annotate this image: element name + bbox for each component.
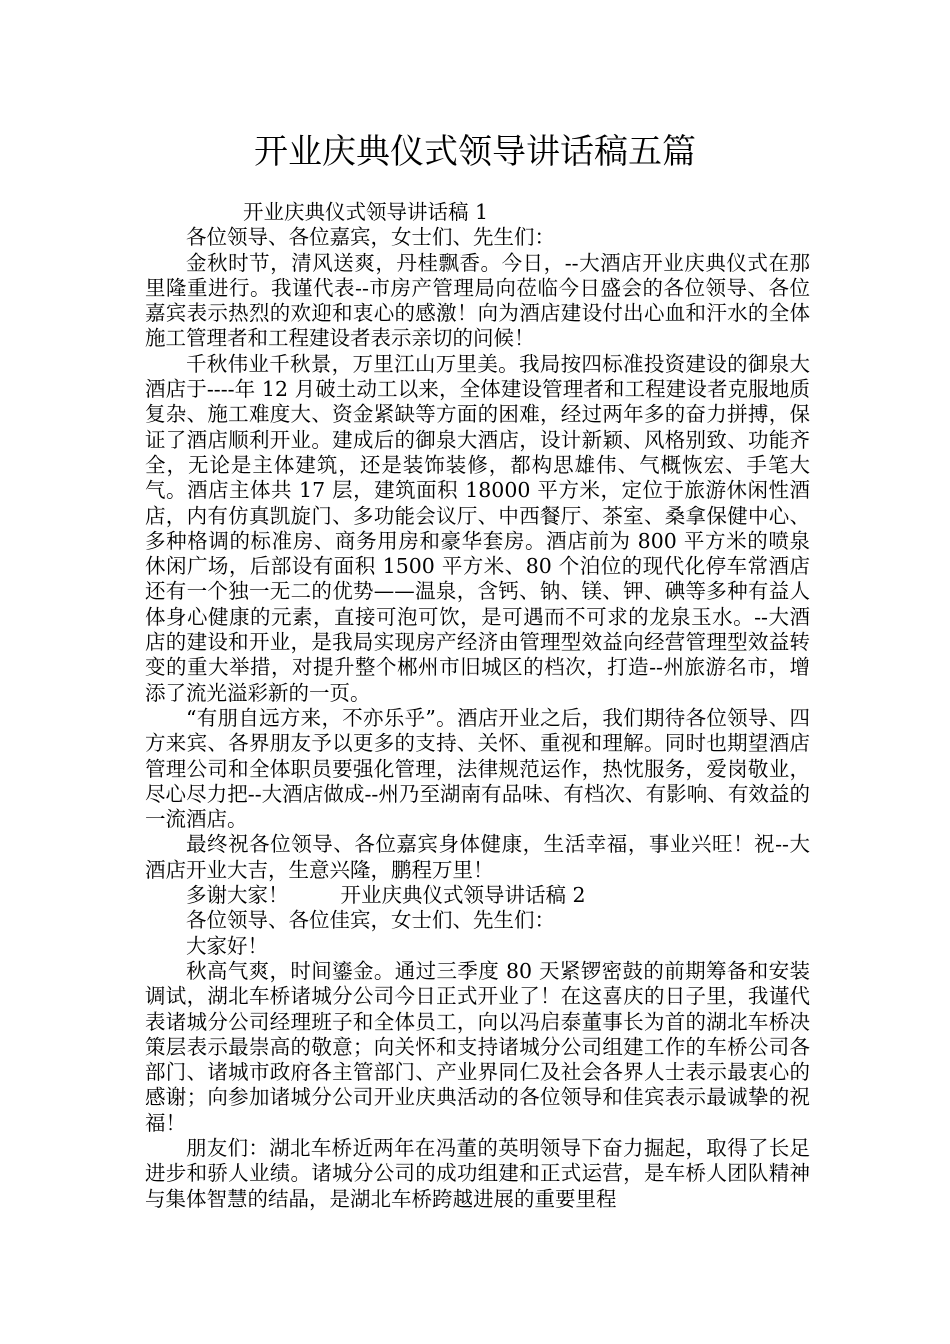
speech-2-heading: 开业庆典仪式领导讲话稿 2 bbox=[340, 883, 586, 908]
speech-1-paragraph-2: 千秋伟业千秋景，万里江山万里美。我局按四标准投资建设的御泉大酒店于----年 12 月破土动工以来，全体建设管理者和工程建设者克服地质复杂、施工难度大、资金紧缺等方面的困难，经过两年多的奋力拼搏，保证了酒店顺利开业。建成后的御泉大酒店，设计新颖、风格别致、功能齐全，无论是主体建筑，还是装饰装修，都构思雄伟、气概恢宏、手笔大气。酒店主体共 17 层，建筑面积 18000 平方米，定位于旅游休闲性酒店，内有仿真凯旋门、多功能会议厅、中西餐厅、茶室、桑拿保健中心、多种格调的标准房、商务用房和豪华套房。酒店前为 800 平方米的喷泉休闲广场，后部设有面积 1500 平方米、80 个泊位的现代化停车常酒店还有一个独一无二的优势——温泉，含钙、钠、镁、钾、碘等多种有益人体身心健康的元素，直接可泡可饮，是可遇而不可求的龙泉玉水。--大酒店的建设和开业，是我局实现房产经济由管理型效益向经营管理型效益转变的重大举措，对提升整个郴州市旧城区的档次，打造--州旅游名市，增添了流光溢彩新的一页。 bbox=[145, 351, 810, 705]
speech-1-heading: 开业庆典仪式领导讲话稿 1 bbox=[243, 200, 489, 224]
document-title: 开业庆典仪式领导讲话稿五篇 bbox=[254, 132, 696, 172]
document-body bbox=[145, 200, 810, 1212]
speech-2-hello: 大家好！ bbox=[186, 933, 268, 958]
speech-2-paragraph-2: 朋友们：湖北车桥近两年在冯董的英明领导下奋力掘起，取得了长足进步和骄人业绩。诸城分公司的成功组建和正式运营，是车桥人团队精神与集体智慧的结晶，是湖北车桥跨越进展的重要里程 bbox=[145, 1135, 810, 1211]
speech-2-paragraph-1: 秋高气爽，时间鎏金。通过三季度 80 天紧锣密鼓的前期筹备和安装调试，湖北车桥诸城分公司今日正式开业了！在这喜庆的日子里，我谨代表诸城分公司经理班子和全体员工，向以冯启泰董事长为首的湖北车桥决策层表示最崇高的敬意；向关怀和支持诸城分公司组建工作的车桥公司各部门、诸城市政府各主管部门、产业界同仁及社会各界人士表示最衷心的感谢；向参加诸城分公司开业庆典活动的各位领导和佳宾表示最诚挚的祝福！ bbox=[145, 958, 810, 1135]
speech-1-paragraph-4: 最终祝各位领导、各位嘉宾身体健康，生活幸福，事业兴旺！祝--大酒店开业大吉，生意兴隆，鹏程万里！ bbox=[145, 832, 810, 882]
speech-1-paragraph-3: “有朋自远方来，不亦乐乎”。酒店开业之后，我们期待各位领导、四方来宾、各界朋友予以更多的支持、关怀、重视和理解。同时也期望酒店管理公司和全体职员要强化管理，法律规范运作，热忱服务，爱岗敬业，尽心尽力把--大酒店做成--州乃至湖南有品味、有档次、有影响、有效益的一流酒店。 bbox=[145, 705, 810, 832]
speech-1-paragraph-1: 金秋时节，清风送爽，丹桂飘香。今日，--大酒店开业庆典仪式在那里隆重进行。我谨代表--市房产管理局向莅临今日盛会的各位领导、各位嘉宾表示热烈的欢迎和衷心的感激！向为酒店建设付出心血和汗水的全体施工管理者和工程建设者表示亲切的问候！ bbox=[145, 250, 810, 351]
speech-2-greeting: 各位领导、各位佳宾，女士们、先生们： bbox=[186, 908, 555, 933]
speech-1-closing-line bbox=[145, 883, 810, 908]
speech-1-greeting: 各位领导、各位嘉宾，女士们、先生们： bbox=[186, 225, 555, 250]
speech-1-thanks: 多谢大家！ bbox=[186, 883, 289, 908]
